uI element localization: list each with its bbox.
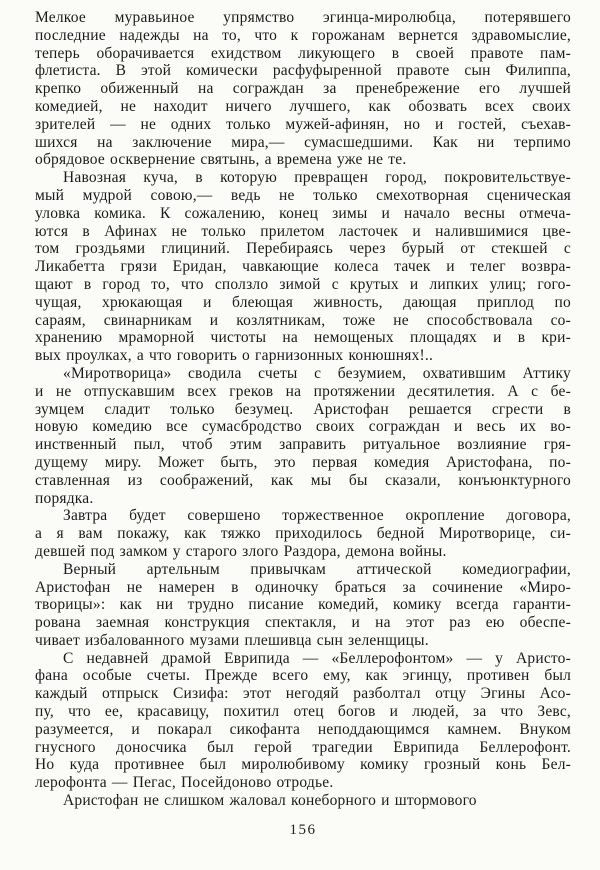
paragraph: [35, 561, 571, 650]
text-line: том гроздьями глициний. Перебираясь через бурый от стекшей с: [35, 240, 571, 258]
text-line: чивает избалованного музами плешивца сын зеленщицы.: [35, 631, 429, 649]
text-line: уловка комика. К сожалению, конец зимы и начало весны отмеча-: [35, 204, 571, 222]
paragraph: [35, 650, 571, 792]
paragraph: [35, 9, 571, 169]
text-line: чущая, хрюкающая и блеющая живность, дающая приплод по: [35, 293, 571, 311]
text-line: щают в город то, что сползло зимой с крутых и липких улиц; гого-: [35, 275, 571, 293]
text-line: каждый отпрыск Сизифа: этот негодяй разболтал отцу Эгины Асо-: [35, 685, 571, 703]
text-line: Но куда противнее был миролюбивому комику грозный конь Бел-: [35, 756, 571, 774]
text-line: порядка.: [35, 489, 94, 507]
text-line: Верный артельным привычкам аттической комедиографии,: [63, 560, 571, 578]
text-line: инственный пыл, чтоб этим заправить ритуальное возлияние гря-: [35, 436, 571, 454]
text-line: последние надежды на то, что к горожанам вернется здравомыслие,: [35, 26, 571, 44]
text-line: Аристофан не намерен в одиночку браться за сочинение «Миро-: [35, 578, 571, 596]
text-line: Аристофан не слишком жаловал конеборного и штормового: [63, 792, 477, 810]
paragraph: [35, 507, 571, 560]
text-line: сараям, свинарникам и козлятникам, тоже не способствовала со-: [35, 311, 571, 329]
text-block: [35, 9, 571, 810]
text-line: Ликабетта грязи Еридан, чавкающие колеса тачек и телег возвра-: [35, 258, 571, 276]
text-line: зумцем сладит только безумец. Аристофан решается сгрести в: [35, 400, 571, 418]
text-line: новую комедию все сумасбродство своих сограждан и весь их во-: [35, 418, 571, 436]
text-line: ются в Афинах не только прилетом ласточек и налившимися цве-: [35, 222, 571, 240]
text-line: а я вам покажу, как тяжко приходилось бедной Миротворице, си-: [35, 525, 571, 543]
text-line: хранению мраморной чистоты на немощеных площадях и в кри-: [35, 329, 571, 347]
text-line: фана особые счеты. Прежде всего ему, как эгинцу, противен был: [35, 667, 571, 685]
text-line: и не отпускавшим всех греков на протяжении десятилетия. А с бе-: [35, 382, 571, 400]
text-line: шихся на заключение мира,— сумасшедшими. Как ни терпимо: [35, 133, 571, 151]
text-line: С недавней драмой Еврипида — «Беллерофонтом» — у Аристо-: [63, 649, 571, 667]
text-line: творицы»: как ни трудно писание комедий, комику всегда гаранти-: [35, 596, 571, 614]
text-line: рована заемная конструкция спектакля, и на этот раз ею обеспе-: [35, 614, 571, 632]
text-line: разумеется, и покарал сикофанта неподдающимся камнем. Внуком: [35, 720, 571, 738]
text-line: гнусного доносчика был герой трагедии Еврипида Беллерофонт.: [35, 738, 571, 756]
text-line: флетиста. В этой комически расфуфыренной правоте сын Филиппа,: [35, 62, 571, 80]
paragraph: [35, 365, 571, 507]
text-line: Мелкое муравьиное упрямство эгинца-миролюбца, потерявшего: [35, 9, 571, 26]
text-line: лерофонта — Пегас, Посейдоново отродье.: [35, 774, 334, 792]
text-line: «Миротворица» сводила счеты с безумием, охватившим Аттику: [63, 364, 571, 382]
text-line: дущему миру. Может быть, это первая комедия Аристофана, по-: [35, 453, 571, 471]
text-line: теперь оборачивается ехидством ликующего в своей правоте пам-: [35, 44, 571, 62]
text-line: комедией, не находит ничего лучшего, как обозвать всех своих: [35, 97, 571, 115]
text-line: обрядовое осквернение святынь, а времена уже не те.: [35, 151, 407, 169]
text-line: ставленная из соображений, как мы бы сказали, конъюнктурного: [35, 471, 571, 489]
text-line: девшей под замком у старого злого Раздора, демона войны.: [35, 542, 447, 560]
paragraph: [35, 792, 571, 810]
paragraph: [35, 169, 571, 365]
text-line: вых проулках, а что говорить о гарнизонных конюшнях!..: [35, 347, 434, 365]
text-line: пу, что ее, красавицу, похитил отец богов и людей, за что Зевс,: [35, 703, 571, 721]
text-line: зрителей — не одних только мужей-афинян, но и гостей, съехав-: [35, 115, 571, 133]
text-line: Завтра будет совершено торжественное окропление договора,: [63, 507, 571, 525]
page-number: 156: [289, 821, 317, 838]
text-line: крепко обиженный на сограждан за пренебрежение его лучшей: [35, 80, 571, 98]
text-line: мый мудрой совою,— ведь не только смехотворная сценическая: [35, 186, 571, 204]
text-line: Навозная куча, в которую превращен город, покровительствуе-: [63, 169, 571, 187]
